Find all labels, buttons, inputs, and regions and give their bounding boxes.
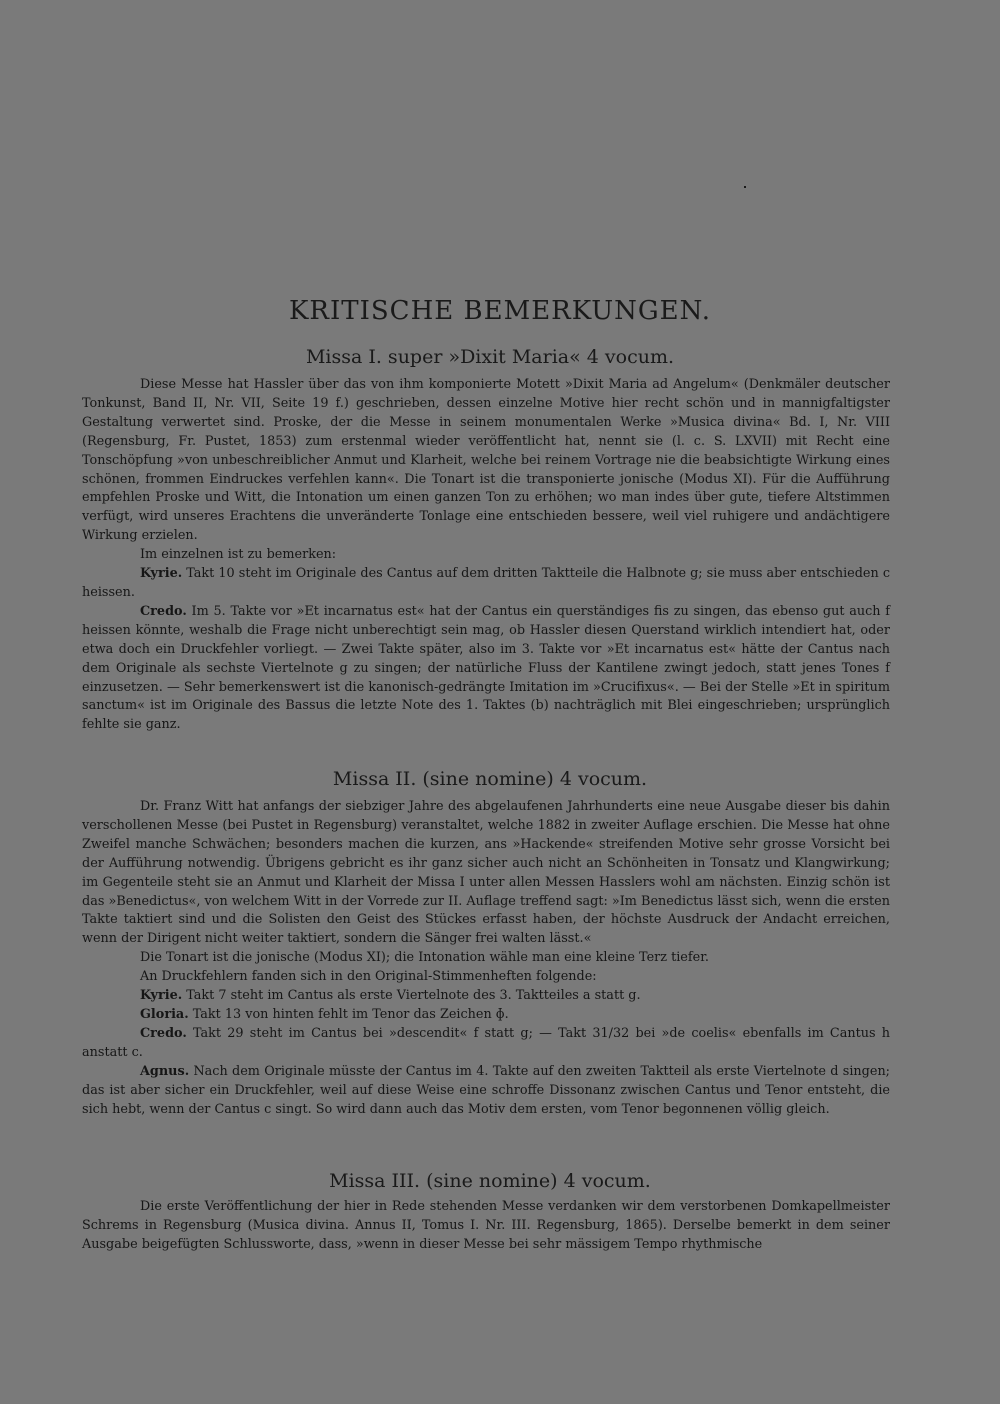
- entry-text: Nach dem Originale müsste der Cantus im 4. Takte auf den zweiten Taktteil als erste Viertelnote d singen; das ist aber sicher ein Druckfehler, weil auf diese Weise eine schroffe Dissonanz zwischen Cantus und Tenor entsteht, die sich hebt, wenn der Cantus c singt. So wird dann auch das Motiv dem ersten, vom Tenor begonnenen völlig gleich.: [82, 1063, 890, 1117]
- paragraph: Die Tonart ist die jonische (Modus XI); die Intonation wähle man eine kleine Terz tiefer.: [140, 950, 709, 966]
- entry-label: Credo.: [140, 1025, 187, 1041]
- paragraph: An Druckfehlern fanden sich in den Original-Stimmenheften folgende:: [140, 969, 597, 985]
- section-body-missa-2: [82, 798, 890, 1119]
- entry-text: Takt 10 steht im Originale des Cantus auf dem dritten Taktteile die Halbnote g; sie muss aber entschieden c heissen.: [82, 566, 890, 600]
- speck-mark: [744, 186, 746, 188]
- paragraph: [82, 1006, 890, 1025]
- entry-text: Takt 13 von hinten fehlt im Tenor das Zeichen ɸ.: [188, 1006, 509, 1022]
- paragraph: Die erste Veröffentlichung der hier in Rede stehenden Messe verdanken wir dem verstorbenen Domkapellmeister Schrems in Regensburg (Musica divina. Annus II, Tomus I. Nr. III. Regensburg, 1865). Derselbe bemerkt in dem seiner Ausgabe beigefügten Schlussworte, dass, »wenn in dieser Messe bei sehr mässigem Tempo rhythmische: [82, 1199, 890, 1252]
- section-body-missa-3: [82, 1198, 890, 1255]
- section-heading-missa-3: Missa III. (sine nomine) 4 vocum.: [329, 1170, 651, 1192]
- paragraph: Im einzelnen ist zu bemerken:: [140, 547, 337, 563]
- entry-label: Credo.: [140, 603, 187, 619]
- paragraph: [82, 1063, 890, 1120]
- entry-label: Kyrie.: [140, 566, 183, 582]
- section-heading-missa-1: Missa I. super »Dixit Maria« 4 vocum.: [305, 346, 675, 368]
- paragraph: [82, 1025, 890, 1063]
- paragraph: Dr. Franz Witt hat anfangs der siebziger Jahre des abgelaufenen Jahrhunderts eine neue Ausgabe dieser bis dahin verschollenen Messe (bei Pustet in Regensburg) veranstaltet, welche 1882 in zweiter Auflage erschien. Die Messe hat ohne Zweifel manche Schwächen; besonders machen die kurzen, ans »Hackende« streifenden Motive sehr grosse Vorsicht bei der Aufführung notwendig. Übrigens gebricht es ihr ganz sicher auch nicht an Schönheiten in Tonsatz und Klangwirkung; im Gegenteile steht sie an Anmut und Klarheit der Missa I unter allen Messen Hasslers wohl am nächsten. Einzig schön ist das »Benedictus«, von welchem Witt in der Vorrede zur II. Auflage treffend sagt: »Im Benedictus lässt sich, wenn die ersten Takte taktiert sind und die Solisten den Geist des Stückes erfasst haben, der höchste Ausdruck der Andacht erreichen, wenn der Dirigent nicht weiter taktiert, sondern die Sänger frei walten lässt.«: [82, 799, 890, 947]
- entry-label: Gloria.: [140, 1006, 189, 1022]
- page-title: KRITISCHE BEMERKUNGEN.: [288, 296, 712, 326]
- entry-text: Takt 7 steht im Cantus als erste Viertelnote des 3. Taktteiles a statt g.: [182, 988, 641, 1004]
- paragraph: [82, 603, 890, 735]
- entry-text: Takt 29 steht im Cantus bei »descendit« f statt g; — Takt 31/32 bei »de coelis« ebenfalls im Cantus h anstatt c.: [82, 1025, 890, 1060]
- paragraph: [82, 987, 890, 1006]
- entry-label: Agnus.: [140, 1063, 190, 1079]
- section-heading-missa-2: Missa II. (sine nomine) 4 vocum.: [332, 768, 648, 790]
- section-body-missa-1: [82, 376, 890, 735]
- entry-label: Kyrie.: [140, 988, 183, 1004]
- entry-text: Im 5. Takte vor »Et incarnatus est« hat der Cantus ein querständiges fis zu singen, das ebenso gut auch f heissen könnte, weshalb die Frage nicht unberechtigt sein mag, ob Hassler diesen Querstand wirklich intendiert hat, oder etwa doch ein Druckfehler vorliegt. — Zwei Takte später, also im 3. Takte vor »Et incarnatus est« hätte der Cantus nach dem Originale als sechste Viertelnote g zu singen; der natürliche Fluss der Kantilene zwingt jedoch, statt jenes Tones f einzusetzen. — Sehr bemerkenswert ist die kanonisch-gedrängte Imitation im »Crucifixus«. — Bei der Stelle »Et in spiritum sanctum« ist im Originale des Bassus die letzte Note des 1. Taktes (b) nachträglich mit Blei eingeschrieben; ursprünglich fehlte sie ganz.: [82, 603, 890, 733]
- paragraph: Diese Messe hat Hassler über das von ihm komponierte Motett »Dixit Maria ad Angelum« (Denkmäler deutscher Tonkunst, Band II, Nr. VII, Seite 19 f.) geschrieben, dessen einzelne Motive hier recht schön und in mannigfaltigster Gestaltung verwertet sind. Proske, der die Messe in seinem monumentalen Werke »Musica divina« Bd. I, Nr. VIII (Regensburg, Fr. Pustet, 1853) zum erstenmal wieder veröffentlicht hat, nennt sie (l. c. S. LXVII) mit Recht eine Tonschöpfung »von unbeschreiblicher Anmut und Klarheit, welche bei reinem Vortrage nie die beabsichtigte Wirkung eines schönen, frommen Eindruckes verfehlen kann«. Die Tonart ist die transponierte jonische (Modus XI). Für die Aufführung empfehlen Proske und Witt, die Intonation um einen ganzen Ton zu erhöhen; wo man indes über gute, tiefere Altstimmen verfügt, wird unseres Erachtens die unveränderte Tonlage eine entschieden bessere, weil viel ruhigere und andächtigere Wirkung erzielen.: [82, 377, 890, 544]
- paragraph: [82, 565, 890, 603]
